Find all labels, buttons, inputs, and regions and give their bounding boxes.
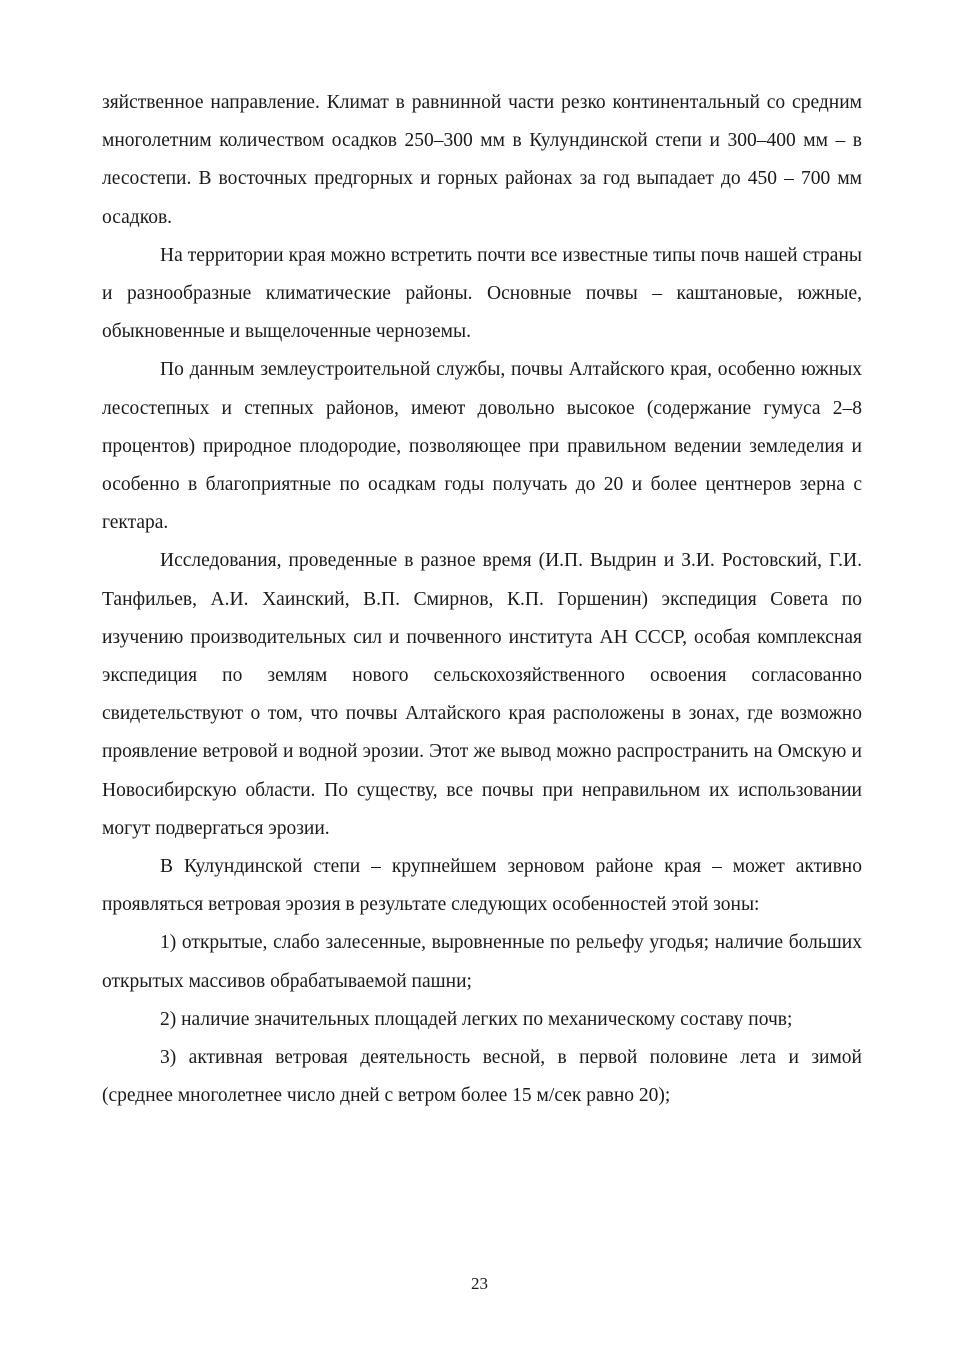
paragraph-kulunda: В Кулундинской степи – крупнейшем зерновом районе края – может активно проявляться ветровая эрозия в результате следующих особенностей этой зоны: <box>102 856 862 916</box>
page-number: 23 <box>471 1274 488 1293</box>
paragraph-research: Исследования, проведенные в разное время (И.П. Выдрин и З.И. Ростовский, Г.И. Танфильев, А.И. Хаинский, В.П. Смирнов, К.П. Горшенин) экспедиция Совета по изучению производительных сил и почвенного института АН СССР, особая комплексная экспедиция по землям нового сельскохозяйственного освоения согласованно свидетельствуют о том, что почвы Алтайского края расположены в зонах, где возможно проявление ветровой и водной эрозии. Этот же вывод можно распространить на Омскую и Новосибирскую области. По существу, все почвы при неправильном их использовании могут подвергаться эрозии. <box>102 550 862 839</box>
paragraph-climate: зяйственное направление. Климат в равнинной части резко континентальный со средним многолетним количеством осадков 250–300 мм в Кулундинской степи и 300–400 мм – в лесостепи. В восточных предгорных и горных районах за год выпадает до 450 – 700 мм осадков. <box>102 92 862 228</box>
list-item-1: 1) открытые, слабо залесенные, выровненные по рельефу угодья; наличие больших открытых массивов обрабатываемой пашни; <box>102 932 862 992</box>
list-item-2: 2) наличие значительных площадей легких по механическому составу почв; <box>160 1008 793 1030</box>
list-item-3: 3) активная ветровая деятельность весной, в первой половине лета и зимой (среднее многолетнее число дней с ветром более 15 м/сек равно 20); <box>102 1047 862 1107</box>
body-text <box>102 84 862 1115</box>
paragraph-fertility: По данным землеустроительной службы, почвы Алтайского края, особенно южных лесостепных и степных районов, имеют довольно высокое (содержание гумуса 2–8 процентов) природное плодородие, позволяющее при правильном ведении земледелия и особенно в благоприятные по осадкам годы получать до 20 и более центнеров зерна с гектара. <box>102 359 862 534</box>
paragraph-soil-types: На территории края можно встретить почти все известные типы почв нашей страны и разнообразные климатические районы. Основные почвы – каштановые, южные, обыкновенные и выщелоченные черноземы. <box>102 244 862 343</box>
